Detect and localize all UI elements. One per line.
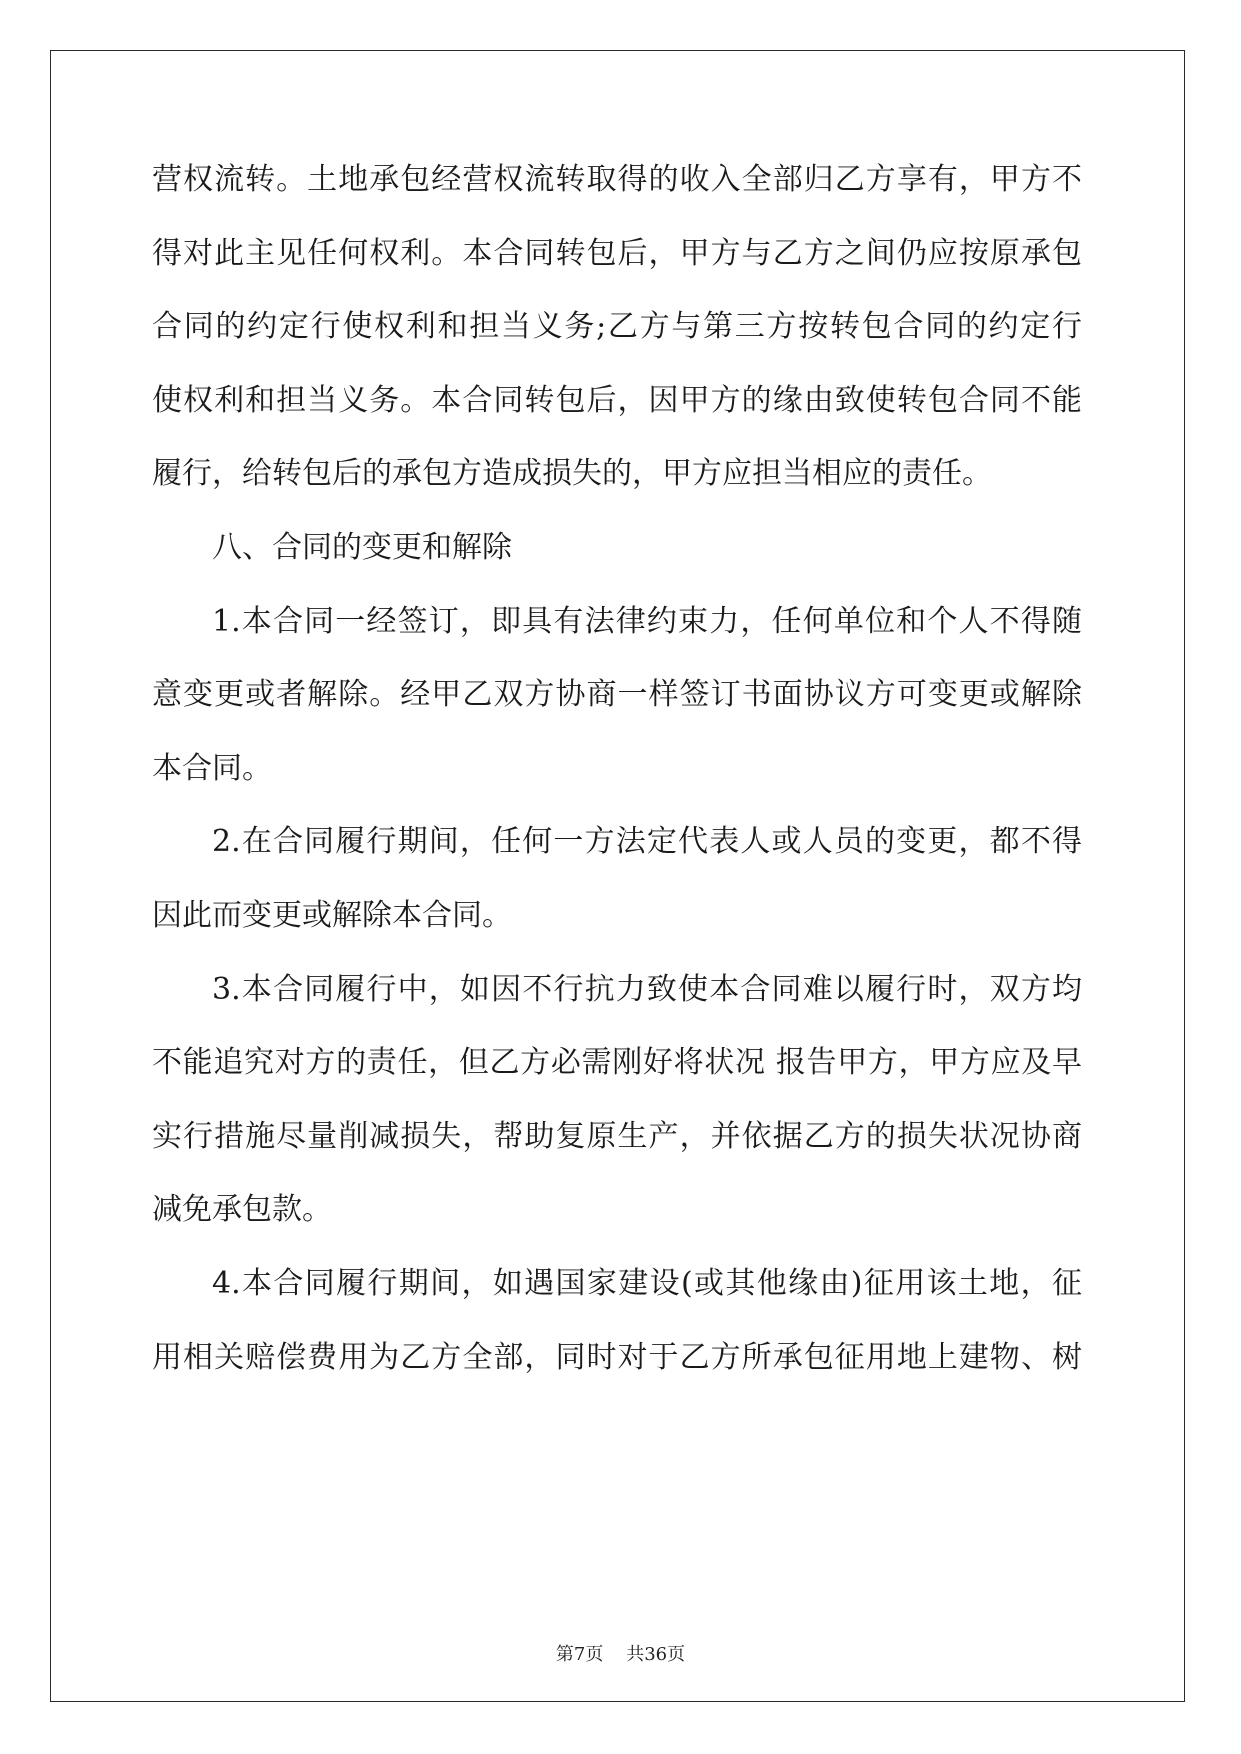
page-number: 第7页 bbox=[555, 1644, 604, 1665]
page-total: 共36页 bbox=[626, 1644, 686, 1665]
text-line: 得对此主见任何权利。本合同转包后，甲方与乙方之间仍应按原承包 bbox=[152, 235, 1082, 271]
clause-1-line: 1.本合同一经签订，即具有法律约束力，任何单位和个人不得随 bbox=[212, 603, 1082, 639]
text-line: 意变更或者解除。经甲乙双方协商一样签订书面协议方可变更或解除 bbox=[152, 677, 1082, 713]
clause-4-line: 4.本合同履行期间，如遇国家建设(或其他缘由)征用该土地，征 bbox=[212, 1265, 1082, 1301]
text-line: 营权流转。土地承包经营权流转取得的收入全部归乙方享有，甲方不 bbox=[152, 162, 1082, 197]
section-heading: 八、合同的变更和解除 bbox=[212, 529, 512, 565]
text-line: 使权利和担当义务。本合同转包后，因甲方的缘由致使转包合同不能 bbox=[152, 382, 1082, 418]
document-body bbox=[152, 162, 1082, 1413]
text-line: 因此而变更或解除本合同。 bbox=[152, 897, 512, 933]
text-line: 减免承包款。 bbox=[152, 1192, 332, 1228]
text-line: 履行，给转包后的承包方造成损失的，甲方应担当相应的责任。 bbox=[152, 456, 992, 492]
text-line: 不能追究对方的责任，但乙方必需刚好将状况 报告甲方，甲方应及早 bbox=[152, 1045, 1082, 1081]
page-footer bbox=[0, 1640, 1241, 1666]
text-line: 用相关赔偿费用为乙方全部，同时对于乙方所承包征用地上建物、树 bbox=[152, 1339, 1082, 1375]
text-line: 实行措施尽量削减损失，帮助复原生产，并依据乙方的损失状况协商 bbox=[152, 1118, 1082, 1154]
clause-2-line: 2.在合同履行期间，任何一方法定代表人或人员的变更，都不得 bbox=[212, 824, 1082, 860]
text-line: 合同的约定行使权利和担当义务;乙方与第三方按转包合同的约定行 bbox=[152, 309, 1082, 345]
clause-3-line: 3.本合同履行中，如因不行抗力致使本合同难以履行时，双方均 bbox=[212, 971, 1082, 1007]
text-line: 本合同。 bbox=[152, 750, 272, 786]
